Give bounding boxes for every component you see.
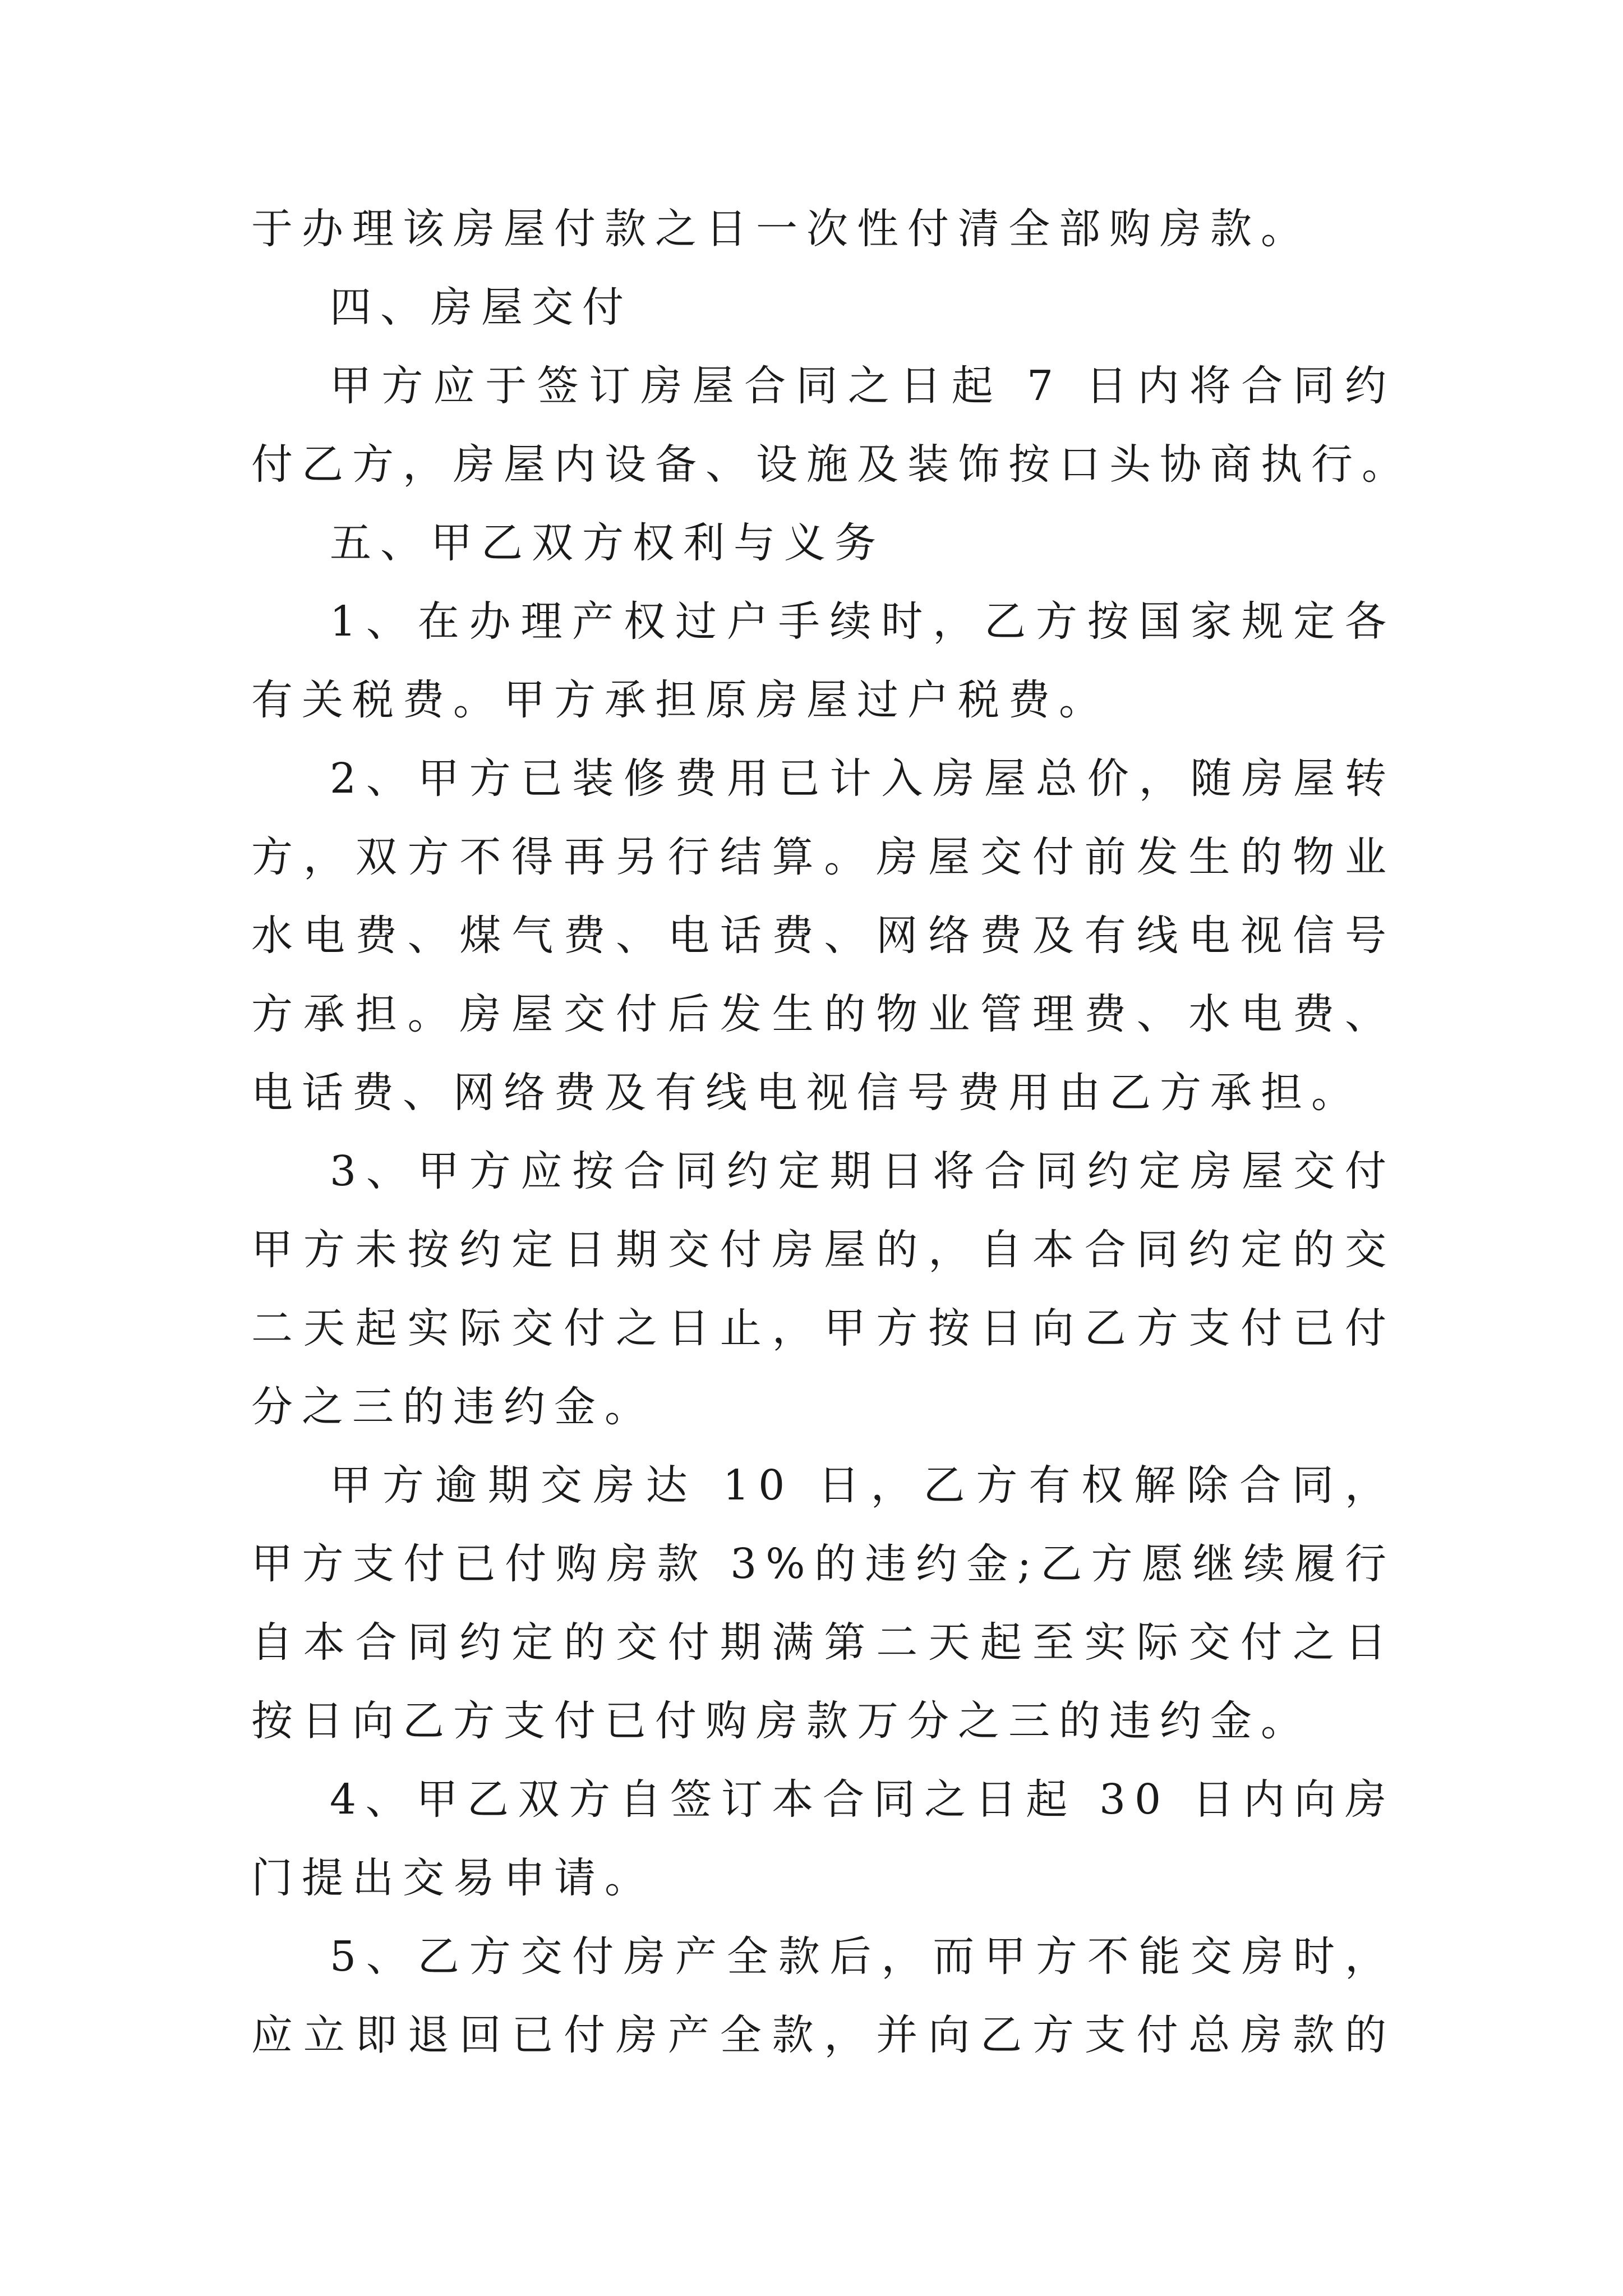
text-line-20: 按日向乙方支付已付购房款万分之三的违约金。 <box>251 1697 1311 1745</box>
text-line-12: 电话费、网络费及有线电视信号费用由乙方承担。 <box>251 1069 1362 1117</box>
text-line-18: 甲方支付已付购房款 3%的违约金;乙方愿继续履行 <box>251 1540 1395 1588</box>
text-line-24: 应立即退回已付房产全款，并向乙方支付总房款的 <box>251 2011 1395 2059</box>
text-line-4: 付乙方，房屋内设备、设施及装饰按口头协商执行。 <box>251 440 1412 489</box>
text-line-11: 方承担。房屋交付后发生的物业管理费、水电费、 <box>251 990 1395 1038</box>
text-line-8: 2、甲方已装修费用已计入房屋总价，随房屋转 <box>330 754 1395 803</box>
text-line-7: 有关税费。甲方承担原房屋过户税费。 <box>251 676 1109 724</box>
text-line-15: 二天起实际交付之日止，甲方按日向乙方支付已付 <box>251 1304 1395 1352</box>
text-line-13: 3、甲方应按合同约定期日将合同约定房屋交付 <box>330 1147 1395 1195</box>
section-heading-4: 四、房屋交付 <box>330 283 633 332</box>
text-line-1: 于办理该房屋付款之日一次性付清全部购房款。 <box>251 205 1311 253</box>
text-line-9: 方，双方不得再另行结算。房屋交付前发生的物业 <box>251 833 1395 881</box>
text-line-3: 甲方应于签订房屋合同之日起 7 日内将合同约 <box>330 362 1395 410</box>
text-line-17: 甲方逾期交房达 10 日，乙方有权解除合同， <box>330 1461 1395 1510</box>
text-line-21: 4、甲乙双方自签订本合同之日起 30 日内向房 <box>330 1775 1395 1824</box>
text-line-10: 水电费、煤气费、电话费、网络费及有线电视信号 <box>251 912 1395 960</box>
text-line-16: 分之三的违约金。 <box>251 1383 655 1431</box>
text-line-14: 甲方未按约定日期交付房屋的，自本合同约定的交 <box>251 1226 1395 1274</box>
text-line-22: 门提出交易申请。 <box>251 1854 655 1902</box>
text-line-23: 5、乙方交付房产全款后，而甲方不能交房时， <box>330 1932 1395 1981</box>
section-heading-5: 五、甲乙双方权利与义务 <box>330 519 885 567</box>
text-line-19: 自本合同约定的交付期满第二天起至实际交付之日 <box>251 1618 1395 1667</box>
text-line-6: 1、在办理产权过户手续时，乙方按国家规定各 <box>330 597 1395 646</box>
